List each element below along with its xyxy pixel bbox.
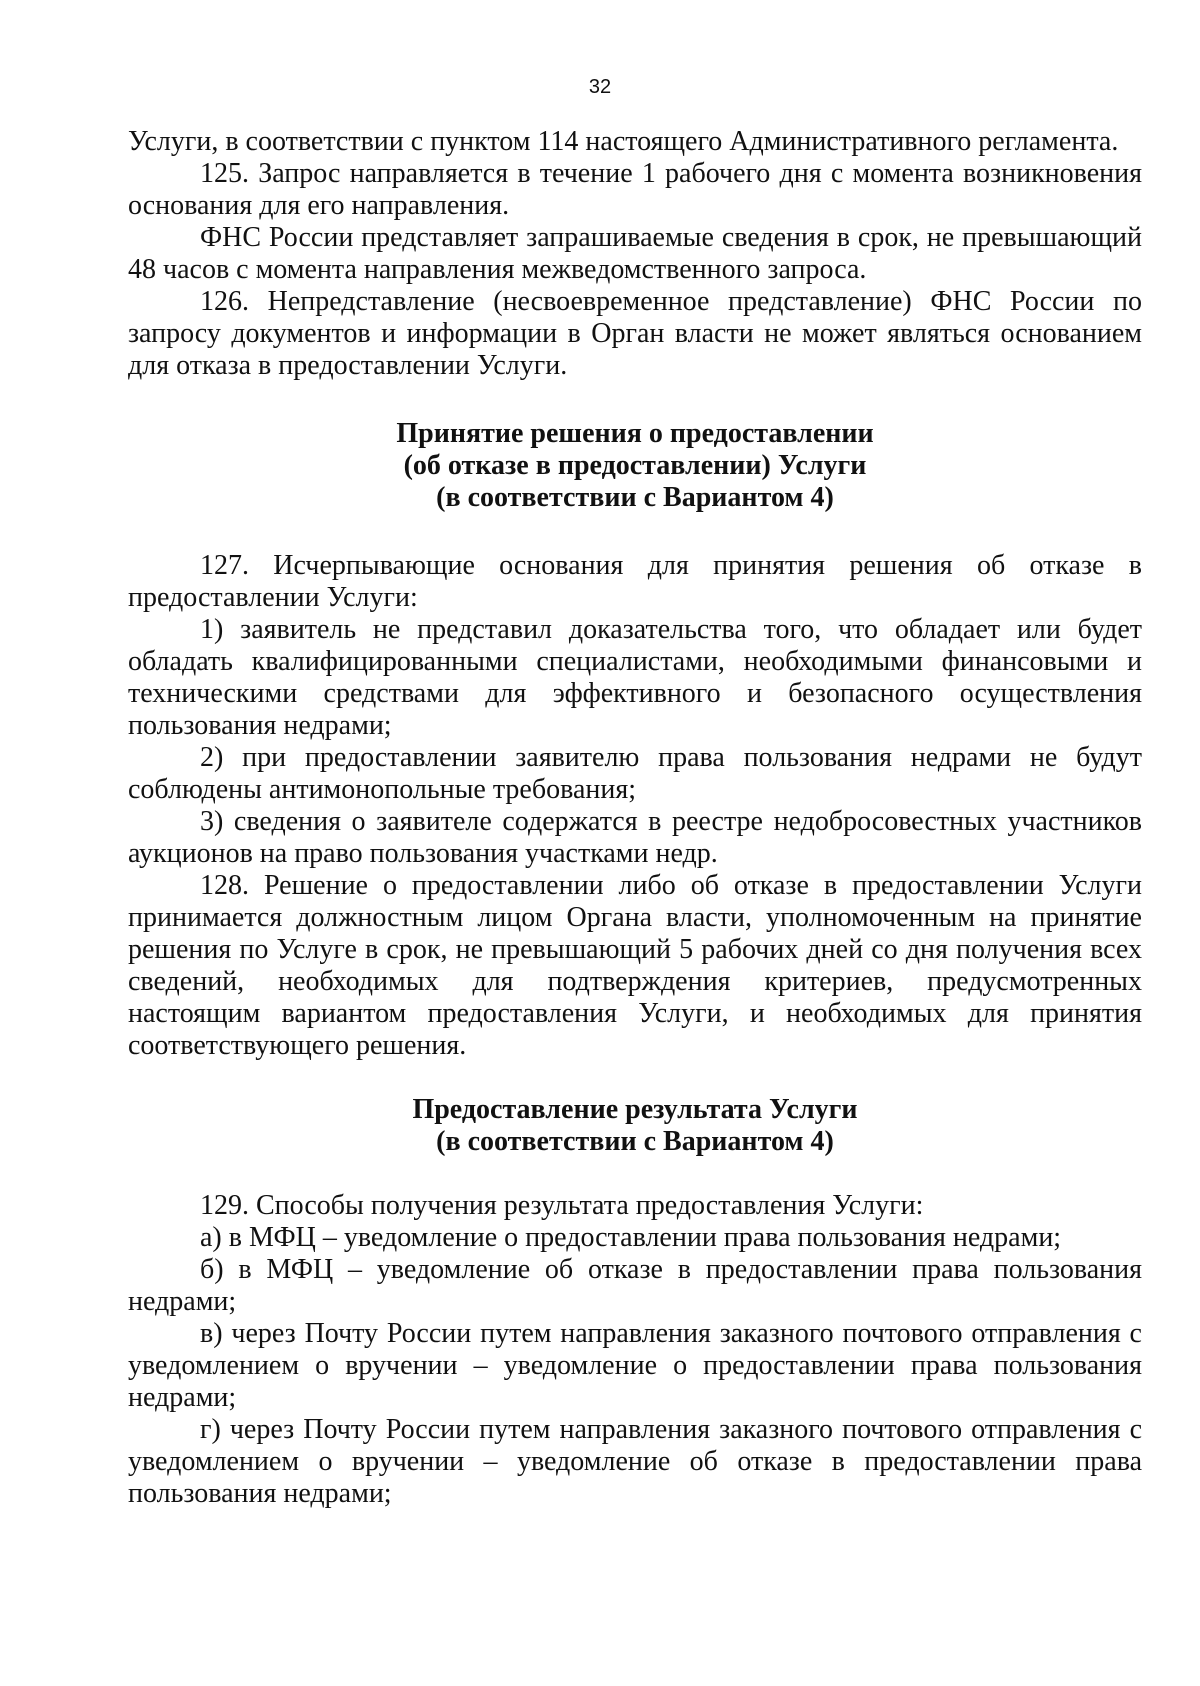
paragraph-127: 127. Исчерпывающие основания для принятия решения об отказе в предоставлении Услуги:	[128, 550, 1142, 613]
paragraph-continuation: Услуги, в соответствии с пунктом 114 настоящего Административного регламента.	[128, 126, 1119, 157]
paragraph-128: 128. Решение о предоставлении либо об отказе в предоставлении Услуги принимается должностным лицом Органа власти, уполномоченным на принятие решения по Услуге в срок, не превышающий 5 рабочих дней со дня получения всех сведений, необходимых для подтверждения критериев, предусмотренных настоящим вариантом предоставления Услуги, и необходимых для принятия соответствующего решения.	[128, 870, 1142, 1061]
list-item-1: 1) заявитель не представил доказательства того, что обладает или будет обладать квалифицированными специалистами, необходимыми финансовыми и техническими средствами для эффективного и безопасного осуществления пользования недрами;	[128, 614, 1142, 741]
page-number: 32	[588, 76, 612, 98]
list-item-b: б) в МФЦ – уведомление об отказе в предоставлении права пользования недрами;	[128, 1254, 1142, 1317]
section-heading-decision	[128, 418, 1142, 514]
list-item-2: 2) при предоставлении заявителю права пользования недрами не будут соблюдены антимонопольные требования;	[128, 742, 1142, 805]
paragraph-129: 129. Способы получения результата предоставления Услуги:	[200, 1190, 924, 1221]
paragraph-125: 125. Запрос направляется в течение 1 рабочего дня с момента возникновения основания для его направления.	[128, 158, 1142, 221]
heading-line: Принятие решения о предоставлении	[396, 418, 874, 449]
document-body	[128, 126, 1142, 1510]
list-item-3: 3) сведения о заявителе содержатся в реестре недобросовестных участников аукционов на право пользования участками недр.	[128, 806, 1142, 869]
list-item-a: а) в МФЦ – уведомление о предоставлении права пользования недрами;	[200, 1222, 1062, 1253]
section-heading-result	[128, 1094, 1142, 1158]
heading-line: Предоставление результата Услуги	[412, 1094, 858, 1125]
paragraph-fns-term: ФНС России представляет запрашиваемые сведения в срок, не превышающий 48 часов с момента направления межведомственного запроса.	[128, 222, 1142, 285]
list-item-g: г) через Почту России путем направления заказного почтового отправления с уведомлением о вручении – уведомление об отказе в предоставлении права пользования недрами;	[128, 1414, 1142, 1509]
list-item-v: в) через Почту России путем направления заказного почтового отправления с уведомлением о вручении – уведомление о предоставлении права пользования недрами;	[128, 1318, 1142, 1413]
heading-line: (в соответствии с Вариантом 4)	[436, 482, 834, 513]
heading-line: (в соответствии с Вариантом 4)	[436, 1126, 834, 1157]
paragraph-126: 126. Непредставление (несвоевременное представление) ФНС России по запросу документов и информации в Орган власти не может являться основанием для отказа в предоставлении Услуги.	[128, 286, 1142, 381]
heading-line: (об отказе в предоставлении) Услуги	[403, 450, 867, 481]
